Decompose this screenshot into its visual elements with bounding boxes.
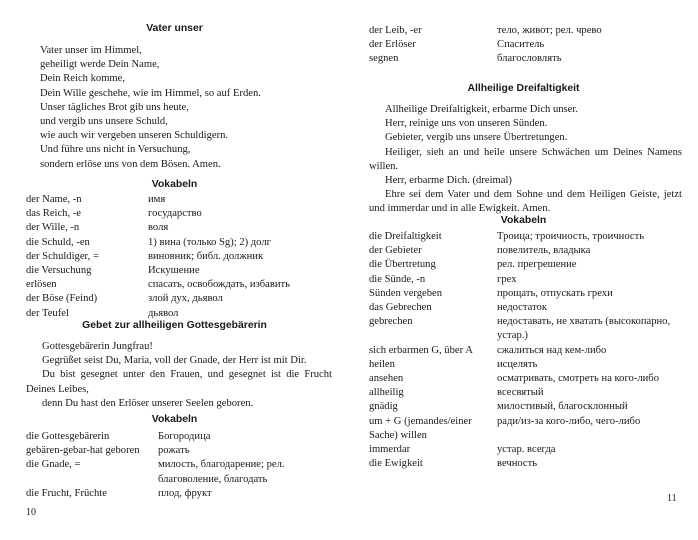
vocab-german: erlösen [26, 279, 57, 291]
vocab-row [369, 400, 685, 414]
vocab-german: Sünden vergeben [369, 287, 443, 299]
dreifaltigkeit-text [369, 103, 682, 217]
vocab-row [369, 315, 685, 343]
vocab-russian: прощать, отпускать грехи [497, 287, 613, 299]
vocab-russian: злой дух, дьявол [148, 293, 223, 305]
paragraph: Allheilige Dreifaltigkeit, erbarme Dich unser. [385, 104, 578, 115]
vocab-row [369, 244, 685, 258]
paragraph: Gebieter, vergib uns unsere Übertretungen. [385, 132, 568, 144]
vocab-russian: государство [148, 208, 202, 220]
vocab-row [369, 38, 685, 52]
vokabeln-title: Vokabeln [500, 215, 547, 226]
vocab-row [26, 193, 336, 207]
vocab-russian: воля [148, 222, 169, 234]
vocab-german: der Gebieter [369, 245, 422, 257]
vocab-german: die Frucht, Früchte [26, 487, 107, 499]
paragraph: Gegrüßet seist Du, Maria, voll der Gnade, der Herr ist mit Dir. [42, 355, 307, 367]
paragraph: Du bist gesegnet unter den Frauen, und gesegnet ist die Frucht Deines Leibes, [26, 369, 332, 395]
vocab-row [369, 457, 685, 471]
vocab-table [369, 230, 685, 471]
vocab-row [26, 264, 336, 278]
vokabeln-title: Vokabeln [151, 179, 198, 190]
vocab-german: sich erbarmen G, über A [369, 344, 473, 356]
vocab-row [26, 444, 336, 458]
vocab-russian: грех [497, 273, 517, 285]
page-number: 10 [26, 507, 36, 518]
vocab-row [26, 250, 336, 264]
vocab-table [26, 430, 336, 501]
vocab-russian: Богородица [158, 431, 211, 442]
paragraph: denn Du hast den Erlöser unserer Seelen geboren. [42, 397, 254, 409]
vocab-german: die Dreifaltigkeit [369, 231, 442, 242]
vocab-russian: Искушение [148, 265, 200, 277]
prayer-line: Und führe uns nicht in Versuchung, [40, 144, 191, 156]
vocab-german: allheilig [369, 387, 404, 399]
vocab-german: die Schuld, -en [26, 236, 90, 248]
vocab-german: die Gottesgebärerin [26, 431, 110, 442]
vocab-russian: Спаситель [497, 39, 545, 51]
vocab-russian: милость, благодарение; рел. благоволение, благодать [158, 459, 285, 485]
vocab-russian: спасать, освобождать, избавить [148, 279, 290, 291]
vocab-table [369, 24, 685, 67]
vocab-german: die Sünde, -n [369, 273, 426, 285]
vocab-row [369, 258, 685, 272]
vocab-german: der Teufel [26, 307, 69, 319]
prayer-line: Unser tägliches Brot gib uns heute, [40, 101, 189, 113]
vocab-german: der Leib, -er [369, 25, 422, 36]
vocab-german: der Schuldiger, = [26, 250, 99, 262]
vocab-russian: Троица; троичность, троичность [497, 231, 645, 242]
vocab-row [26, 430, 336, 444]
vocab-german: der Wille, -n [26, 222, 80, 234]
vocab-russian: тело, живот; рел. чрево [497, 25, 602, 36]
prayer-line: geheiligt werde Dein Name, [40, 59, 160, 71]
vocab-german: heilen [369, 358, 395, 370]
vocab-row [369, 443, 685, 457]
vocab-row [26, 221, 336, 235]
vocab-german: gebären-gebar-hat geboren [26, 445, 140, 457]
vocab-russian: вечность [497, 458, 538, 470]
vocab-row [26, 207, 336, 221]
paragraph: Ehre sei dem Vater und dem Sohne und dem Heiligen Geiste, jetzt und immerdar und in alle Ewigkeit. Amen. [369, 189, 682, 215]
vocab-russian: дьявол [148, 307, 179, 319]
gebet-title: Gebet zur allheiligen Gottesgebärerin [82, 320, 267, 331]
vocab-russian: рел. прегрешение [497, 259, 577, 271]
vocab-row [369, 358, 685, 372]
vocab-row [26, 278, 336, 292]
dreifaltigkeit-title: Allheilige Dreifaltigkeit [467, 83, 580, 94]
vocab-row [26, 236, 336, 250]
vocab-row [369, 287, 685, 301]
vocab-table [26, 193, 336, 321]
gebet-text [26, 340, 332, 411]
vocab-german: segnen [369, 53, 399, 65]
vocab-russian: исцелять [497, 358, 538, 370]
vocab-russian: 1) вина (только Sg); 2) долг [148, 236, 271, 248]
vocab-russian: сжалиться над кем-либо [497, 344, 607, 356]
paragraph: Herr, reinige uns von unseren Sünden. [385, 118, 548, 130]
vocab-russian: плод, фрукт [158, 487, 212, 499]
vocab-german: um + G (jemandes/einer Sache) willen [369, 415, 472, 441]
vocab-row [369, 24, 685, 38]
vocab-russian: благословлять [497, 53, 562, 65]
prayer-line: Dein Reich komme, [40, 73, 126, 85]
vocab-row [369, 230, 685, 244]
vocab-russian: имя [148, 194, 166, 205]
prayer-line: wie auch wir vergeben unseren Schuldigern. [40, 130, 229, 142]
vocab-german: der Erlöser [369, 39, 416, 51]
paragraph: Gottesgebärerin Jungfrau! [42, 341, 153, 352]
vocab-russian: милостивый, благосклонный [497, 401, 628, 413]
vocab-russian: всесвятый [497, 387, 544, 399]
vater-unser-text [40, 44, 261, 172]
right-page [349, 0, 698, 540]
vocab-german: der Name, -n [26, 194, 82, 205]
paragraph: Heiliger, sieh an und heile unsere Schwächen um Deines Namens willen. [369, 146, 682, 172]
vocab-russian: повелитель, владыка [497, 245, 591, 257]
vocab-row [369, 52, 685, 66]
vocab-row [26, 292, 336, 306]
vocab-russian: виновник; библ. должник [148, 250, 264, 262]
page-number: 11 [667, 493, 677, 504]
vocab-german: das Gebrechen [369, 302, 432, 314]
vocab-german: gebrechen [369, 316, 413, 328]
vocab-german: die Ewigkeit [369, 458, 423, 470]
vocab-german: die Versuchung [26, 265, 92, 277]
vocab-russian: устар. всегда [497, 444, 556, 456]
vocab-row [26, 487, 336, 501]
vocab-german: die Gnade, = [26, 459, 81, 471]
prayer-line: sondern erlöse uns von dem Bösen. Amen. [40, 158, 221, 170]
vocab-row [369, 344, 685, 358]
vocab-russian: осматривать, смотреть на кого-либо [497, 373, 659, 385]
vocab-row [369, 372, 685, 386]
vocab-german: die Übertretung [369, 259, 436, 271]
vocab-russian: недоставать, не хватать (высокопарно, устар.) [497, 316, 671, 342]
vocab-russian: рожать [158, 445, 190, 457]
vocab-german: immerdar [369, 444, 411, 456]
vocab-russian: ради/из-за кого-либо, чего-либо [497, 415, 641, 427]
vocab-row [369, 415, 685, 443]
vokabeln-title: Vokabeln [151, 414, 198, 425]
vater-unser-title: Vater unser [146, 23, 203, 34]
prayer-line: und vergib uns unsere Schuld, [40, 116, 168, 128]
vocab-row [369, 273, 685, 287]
vocab-row [26, 458, 336, 486]
vocab-row [369, 386, 685, 400]
vocab-row [369, 301, 685, 315]
vocab-german: gnädig [369, 401, 398, 413]
prayer-line: Dein Wille geschehe, wie im Himmel, so auf Erden. [40, 87, 261, 99]
prayer-line: Vater unser im Himmel, [40, 45, 142, 56]
paragraph: Herr, erbarme Dich. (dreimal) [385, 175, 512, 187]
vocab-russian: недостаток [497, 302, 548, 314]
vocab-german: der Böse (Feind) [26, 293, 98, 305]
vocab-german: ansehen [369, 373, 404, 385]
vocab-german: das Reich, -e [26, 208, 82, 220]
